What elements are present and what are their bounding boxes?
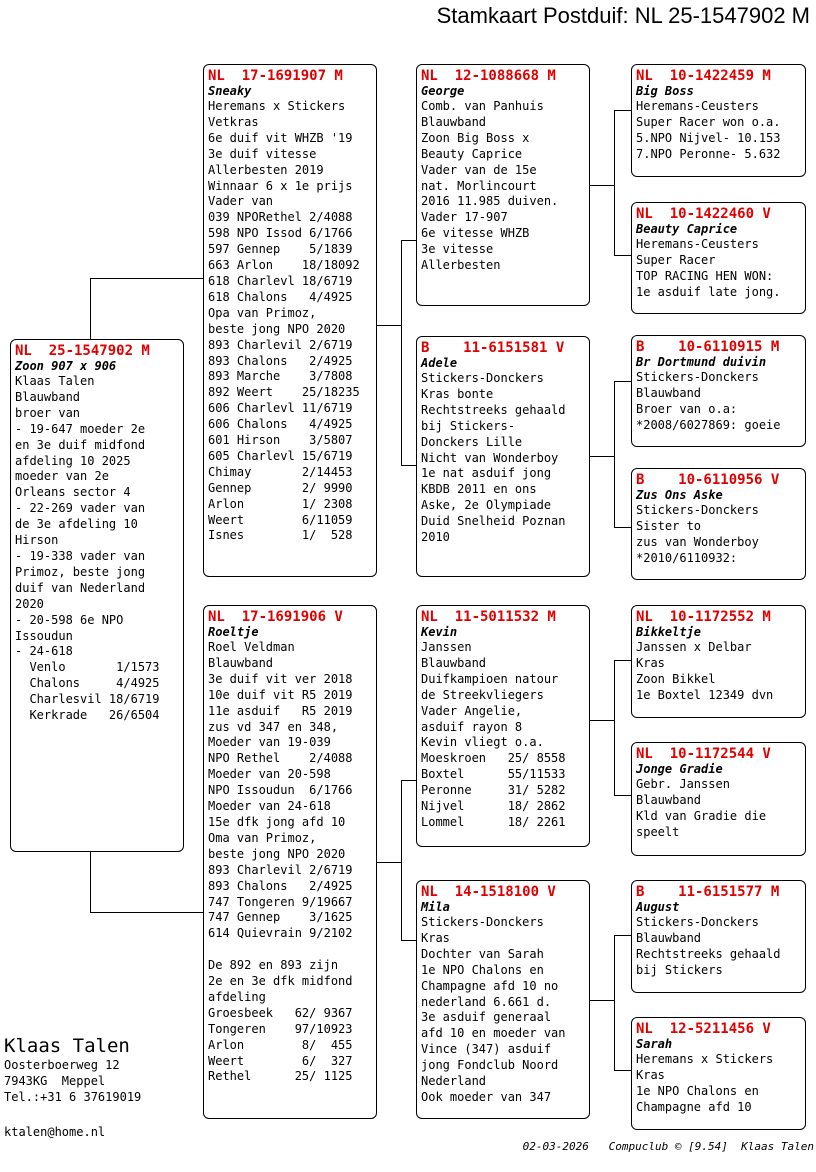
pigeon-name: Br Dortmund duivin <box>636 355 767 369</box>
pigeon-name: Kevin <box>421 625 458 639</box>
info-line: 039 NPORethel 2/4088 <box>208 210 353 225</box>
info-line: Ook moeder van 347 <box>421 1089 552 1104</box>
info-line: Stickers-Donckers <box>636 915 759 929</box>
info-line: de 3e afdeling 10 <box>15 517 138 532</box>
info-line: Kerkrade 26/6504 <box>15 708 160 723</box>
connector-line <box>589 720 614 721</box>
ggparent-card <box>631 64 806 177</box>
info-line: speelt <box>636 824 680 839</box>
connector-line <box>614 110 632 111</box>
info-line: 618 Charlevl 18/6719 <box>208 273 353 288</box>
info-line: Nicht van Wonderboy <box>421 450 559 465</box>
connector-line <box>614 795 632 796</box>
pigeon-name: Mila <box>421 900 450 914</box>
info-line <box>208 942 372 958</box>
maternal-grandmother-card <box>416 880 590 1119</box>
connector-line <box>614 660 615 795</box>
connector-line <box>90 912 204 913</box>
info-line: 893 Charlevil 2/6719 <box>208 862 353 877</box>
info-line: Venlo 1/1573 <box>15 660 160 675</box>
info-line: nat. Morlincourt <box>421 178 537 193</box>
info-line: jong Fondclub Noord <box>421 1058 559 1073</box>
pigeon-name: Sneaky <box>208 84 252 98</box>
pigeon-name: August <box>636 900 680 914</box>
connector-line <box>614 527 632 528</box>
info-line: Heremans-Ceusters <box>636 99 759 113</box>
info-line: Weert 6/ 327 <box>208 1053 353 1068</box>
info-line: Lommel 18/ 2261 <box>421 814 566 829</box>
info-line: Boxtel 55/11533 <box>421 767 566 782</box>
info-line: Kras <box>636 1067 665 1082</box>
info-line: Kras <box>636 655 665 670</box>
info-line: Rechtstreeks gehaald <box>421 402 566 417</box>
info-line: Duifkampioen natour <box>421 671 559 686</box>
info-line: Kras <box>421 930 450 945</box>
connector-line <box>614 660 632 661</box>
info-line: 892 Weert 25/18235 <box>208 385 360 400</box>
info-line: 1e NPO Chalons en <box>421 962 544 977</box>
info-line: - 22-269 vader van <box>15 501 146 516</box>
info-line: - 19-647 moeder 2e <box>15 421 146 436</box>
ring-number: NL 10-1422459 M <box>636 68 771 84</box>
info-line: Chimay 2/14453 <box>208 464 353 479</box>
pigeon-name: Beauty Caprice <box>636 222 738 236</box>
info-line: Champagne afd 10 <box>636 1099 752 1114</box>
info-line: Broer van o.a: <box>636 401 738 416</box>
info-line: 606 Charlevl 11/6719 <box>208 401 353 416</box>
info-line: 601 Hirson 3/5807 <box>208 433 353 448</box>
info-line: Roel Veldman <box>208 640 295 654</box>
connector-line <box>401 780 417 781</box>
info-line: Zoon Bikkel <box>636 671 716 686</box>
info-line: zus vd 347 en 348, <box>208 719 339 734</box>
connector-line <box>614 935 632 936</box>
info-line: 6e duif vit WHZB '19 <box>208 130 353 145</box>
info-line: bij Stickers- <box>421 418 515 433</box>
info-line: afd 10 en moeder van <box>421 1026 566 1041</box>
info-line: Blauwband <box>421 114 487 129</box>
info-line: Duid Snelheid Poznan <box>421 514 566 529</box>
owner-name: Klaas Talen <box>4 1035 130 1057</box>
owner-address: Oosterboerweg 12 <box>4 1058 120 1072</box>
info-line: Dochter van Sarah <box>421 946 544 961</box>
info-line: Super Racer <box>636 252 716 267</box>
info-line: Issoudun <box>15 628 73 643</box>
paternal-grandfather-card <box>416 64 590 306</box>
info-line: Champagne afd 10 no <box>421 978 559 993</box>
info-line: Heremans x Stickers <box>636 1052 774 1066</box>
info-line: Charlesvil 18/6719 <box>15 692 160 707</box>
owner-phone: Tel.:+31 6 37619019 <box>4 1090 142 1104</box>
info-line: *2010/6110932: <box>636 550 738 565</box>
ggparent-card <box>631 468 806 580</box>
connector-line <box>614 381 615 527</box>
ring-number: NL 11-5011532 M <box>421 609 556 625</box>
info-line: Oma van Primoz, <box>208 830 317 845</box>
info-line: Moeskroen 25/ 8558 <box>421 751 566 766</box>
info-line: Vader van de 15e <box>421 162 537 177</box>
ggparent-card <box>631 605 806 718</box>
info-line: Blauwband <box>421 655 487 670</box>
info-line: Arlon 8/ 455 <box>208 1037 353 1052</box>
info-line: en 3e duif midfond <box>15 437 146 452</box>
info-line: Aske, 2e Olympiade <box>421 498 552 513</box>
info-line: Moeder van 19-039 <box>208 735 331 750</box>
info-line: 2016 11.985 duiven. <box>421 194 559 209</box>
info-line: Janssen x Delbar <box>636 640 752 654</box>
info-line: Klaas Talen <box>15 374 95 388</box>
info-line: zus van Wonderboy <box>636 534 759 549</box>
ring-number: NL 25-1547902 M <box>15 343 150 359</box>
info-line: Nijvel 18/ 2862 <box>421 799 566 814</box>
ggparent-card <box>631 1017 806 1130</box>
info-line: bij Stickers <box>636 962 723 977</box>
info-line: 6e vitesse WHZB <box>421 226 530 241</box>
ring-number: B 11-6151577 M <box>636 884 780 900</box>
info-line: nederland 6.661 d. <box>421 994 552 1009</box>
info-line: *2008/6027869: goeie <box>636 417 781 432</box>
connector-line <box>376 325 401 326</box>
info-line: 893 Charlevil 2/6719 <box>208 337 353 352</box>
ring-number: B 10-6110956 V <box>636 472 780 488</box>
connector-line <box>401 240 402 465</box>
pigeon-name: Sarah <box>636 1037 673 1051</box>
info-line: 1e asduif late jong. <box>636 284 781 299</box>
info-line: 3e asduif generaal <box>421 1010 552 1025</box>
info-line: 614 Quievrain 9/2102 <box>208 926 353 941</box>
info-line: Moeder van 24-618 <box>208 799 331 814</box>
ggparent-card <box>631 880 806 993</box>
ring-number: NL 12-1088668 M <box>421 68 556 84</box>
connector-line <box>614 110 615 255</box>
ring-number: NL 10-1172552 M <box>636 609 771 625</box>
info-line: NPO Rethel 2/4088 <box>208 751 353 766</box>
ring-number: NL 12-5211456 V <box>636 1021 771 1037</box>
info-line: Nederland <box>421 1074 487 1089</box>
connector-line <box>589 185 614 186</box>
info-line: afdeling <box>208 989 266 1004</box>
info-line: Heremans x Stickers <box>208 99 346 113</box>
ring-number: NL 17-1691906 V <box>208 609 343 625</box>
connector-line <box>589 456 614 457</box>
ring-number: B 10-6110915 M <box>636 339 780 355</box>
info-line: Gebr. Janssen <box>636 777 730 791</box>
pigeon-name: Big Boss <box>636 84 694 98</box>
info-line: Kevin vliegt o.a. <box>421 735 544 750</box>
owner-block <box>4 1035 141 1105</box>
info-line: Kras bonte <box>421 386 494 401</box>
info-line: De 892 en 893 zijn <box>208 958 339 973</box>
info-line: Vader van <box>208 194 274 209</box>
connector-line <box>614 255 632 256</box>
info-line: Vader Angelie, <box>421 703 523 718</box>
info-line: Moeder van 20-598 <box>208 767 331 782</box>
info-line: 663 Arlon 18/18092 <box>208 258 360 273</box>
ggparent-card <box>631 335 806 447</box>
connector-line <box>401 465 417 466</box>
info-line: asduif rayon 8 <box>421 719 523 734</box>
info-line: 2e en 3e dfk midfond <box>208 974 353 989</box>
connector-line <box>614 381 632 382</box>
info-line: Stickers-Donckers <box>636 503 759 517</box>
info-line: Blauwband <box>636 792 702 807</box>
info-line: Vetkras <box>208 114 259 129</box>
info-line: 606 Chalons 4/4925 <box>208 417 353 432</box>
info-line: Winnaar 6 x 1e prijs <box>208 178 353 193</box>
info-line: Orleans sector 4 <box>15 485 131 500</box>
pigeon-name: Zoon 907 x 906 <box>15 359 117 373</box>
info-line: 618 Chalons 4/4925 <box>208 289 353 304</box>
info-line: Gennep 2/ 9990 <box>208 480 353 495</box>
info-line: Isnes 1/ 528 <box>208 528 353 543</box>
info-line: KBDB 2011 en ons <box>421 482 537 497</box>
info-line: Sister to <box>636 518 702 533</box>
info-line: Tongeren 97/10923 <box>208 1021 353 1036</box>
info-line: - 20-598 6e NPO <box>15 612 124 627</box>
connector-line <box>90 278 204 279</box>
info-line: Primoz, beste jong <box>15 564 146 579</box>
info-line: NPO Issoudun 6/1766 <box>208 783 353 798</box>
info-line: 15e dfk jong afd 10 <box>208 814 346 829</box>
info-line: Rechtstreeks gehaald <box>636 946 781 961</box>
subject-card <box>10 339 184 852</box>
info-line: 893 Chalons 2/4925 <box>208 353 353 368</box>
info-line: Blauwband <box>636 930 702 945</box>
info-line: 1e NPO Chalons en <box>636 1083 759 1098</box>
father-card <box>203 64 377 577</box>
info-line: Stickers-Donckers <box>636 370 759 384</box>
pigeon-name: Roeltje <box>208 625 259 639</box>
info-line: Vader 17-907 <box>421 210 508 225</box>
info-line: - 19-338 vader van <box>15 548 146 563</box>
info-line: - 24-618 <box>15 644 73 659</box>
footer: 02-03-2026 Compuclub © [9.54] Klaas Talen <box>522 1140 814 1153</box>
connector-line <box>401 240 417 241</box>
ring-number: B 11-6151581 V <box>421 340 565 356</box>
connector-line <box>401 940 417 941</box>
info-line: Beauty Caprice <box>421 146 523 161</box>
pigeon-name: Zus Ons Aske <box>636 488 723 502</box>
ggparent-card <box>631 202 806 314</box>
info-line: Stickers-Donckers <box>421 371 544 385</box>
connector-line <box>589 1000 614 1001</box>
pigeon-name: Bikkeltje <box>636 625 702 639</box>
info-line: 2010 <box>421 530 450 545</box>
info-line: Rethel 25/ 1125 <box>208 1069 353 1084</box>
info-line: Opa van Primoz, <box>208 305 317 320</box>
connector-line <box>376 862 401 863</box>
ring-number: NL 14-1518100 V <box>421 884 556 900</box>
page-title: Stamkaart Postduif: NL 25-1547902 M <box>436 3 810 28</box>
connector-line <box>401 780 402 940</box>
info-line: Chalons 4/4925 <box>15 676 160 691</box>
info-line: Arlon 1/ 2308 <box>208 496 353 511</box>
info-line: 7.NPO Peronne- 5.632 <box>636 146 781 161</box>
info-line: de Streekvliegers <box>421 687 544 702</box>
pigeon-name: Jonge Gradie <box>636 762 723 776</box>
info-line: beste jong NPO 2020 <box>208 846 346 861</box>
info-line: 893 Marche 3/7808 <box>208 369 353 384</box>
info-line: 3e duif vitesse <box>208 146 317 161</box>
info-line: 597 Gennep 5/1839 <box>208 242 353 257</box>
info-line: 2020 <box>15 596 44 611</box>
info-line: 5.NPO Nijvel- 10.153 <box>636 130 781 145</box>
info-line: Comb. van Panhuis <box>421 99 544 113</box>
info-line: Janssen <box>421 640 472 654</box>
info-line: Super Racer won o.a. <box>636 114 781 129</box>
info-line: Stickers-Donckers <box>421 915 544 929</box>
info-line: 1e Boxtel 12349 dvn <box>636 687 774 702</box>
info-line: Groesbeek 62/ 9367 <box>208 1005 353 1020</box>
info-line: Kld van Gradie die <box>636 808 767 823</box>
info-line: afdeling 10 2025 <box>15 453 131 468</box>
maternal-grandfather-card <box>416 605 590 847</box>
info-line: Hirson <box>15 533 59 548</box>
ggparent-card <box>631 742 806 856</box>
info-line: 10e duif vit R5 2019 <box>208 687 353 702</box>
info-line: Peronne 31/ 5282 <box>421 783 566 798</box>
paternal-grandmother-card <box>416 336 590 577</box>
info-line: Zoon Big Boss x <box>421 130 530 145</box>
info-line: TOP RACING HEN WON: <box>636 268 774 283</box>
info-line: 605 Charlevl 15/6719 <box>208 448 353 463</box>
connector-line <box>90 851 91 913</box>
info-line: 11e asduif R5 2019 <box>208 703 353 718</box>
info-line: 1e nat asduif jong <box>421 466 552 481</box>
info-line: duif van Nederland <box>15 580 146 595</box>
connector-line <box>614 1070 632 1071</box>
mother-card <box>203 605 377 1119</box>
ring-number: NL 10-1172544 V <box>636 746 771 762</box>
info-line: Weert 6/11059 <box>208 512 353 527</box>
connector-line <box>90 278 91 340</box>
ring-number: NL 17-1691907 M <box>208 68 343 84</box>
info-line: 3e duif vit ver 2018 <box>208 671 353 686</box>
info-line: moeder van 2e <box>15 469 109 484</box>
pigeon-name: Adele <box>421 356 458 370</box>
ring-number: NL 10-1422460 V <box>636 206 771 222</box>
pigeon-name: George <box>421 84 465 98</box>
info-line: Donckers Lille <box>421 434 523 449</box>
owner-city: 7943KG Meppel <box>4 1074 106 1088</box>
info-line: 3e vitesse <box>421 242 494 257</box>
info-line: beste jong NPO 2020 <box>208 321 346 336</box>
info-line: Blauwband <box>636 385 702 400</box>
info-line: 893 Chalons 2/4925 <box>208 878 353 893</box>
info-line: Blauwband <box>208 655 274 670</box>
info-line: 598 NPO Issod 6/1766 <box>208 226 353 241</box>
info-line: Allerbesten <box>421 258 501 273</box>
info-line: Allerbesten 2019 <box>208 162 324 177</box>
info-line: 747 Tongeren 9/19667 <box>208 894 353 909</box>
info-line: broer van <box>15 405 81 420</box>
owner-email: ktalen@home.nl <box>4 1125 106 1139</box>
connector-line <box>614 935 615 1070</box>
info-line: Vince (347) asduif <box>421 1042 552 1057</box>
info-line: Blauwband <box>15 389 81 404</box>
info-line: 747 Gennep 3/1625 <box>208 910 353 925</box>
info-line: Heremans-Ceusters <box>636 237 759 251</box>
